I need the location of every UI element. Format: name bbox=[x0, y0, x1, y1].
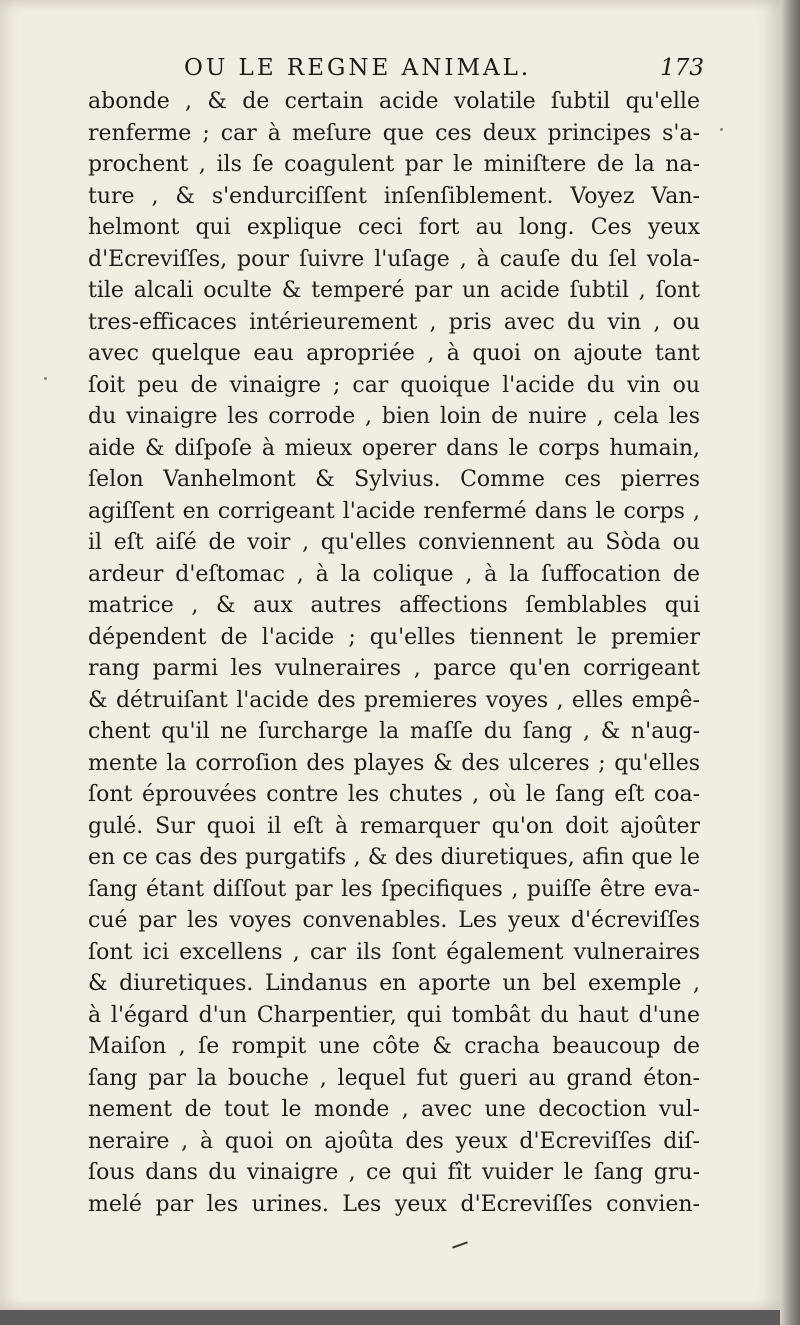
text-line: agiſſent en corrigeant l'acide renfermé dans le corps , bbox=[88, 498, 700, 524]
text-line: ture , & s'endurciſſent inſenſiblement. Voyez Van- bbox=[88, 183, 700, 209]
text-line: ſang étant diſſout par les ſpecifiques , puiſſe être eva- bbox=[88, 876, 700, 902]
text-line: avec quelque eau apropriée , à quoi on ajoute tant bbox=[88, 341, 700, 366]
text-line: ſang par la bouche , lequel fut gueri au grand éton- bbox=[88, 1065, 700, 1091]
text-line: tres-efficaces intérieurement , pris avec du vin , ou bbox=[88, 309, 700, 335]
page-edge bbox=[780, 0, 800, 1325]
text-line: cué par les voyes convenables. Les yeux d'écreviſſes bbox=[88, 908, 700, 933]
text-line: & diuretiques. Lindanus en aporte un bel exemple , bbox=[88, 971, 700, 996]
ink-mark bbox=[452, 1241, 468, 1248]
text-line: ſont éprouvées contre les chutes , où le ſang eſt coa- bbox=[88, 782, 700, 807]
running-title: OU LE REGNE ANIMAL. bbox=[184, 55, 532, 81]
text-line: nement de tout le monde , avec une decoction vul- bbox=[88, 1097, 700, 1122]
text-line: rang parmi les vulneraires , parce qu'en corrigeant bbox=[88, 656, 700, 681]
text-line: gulé. Sur quoi il eſt à remarquer qu'on doit ajoûter bbox=[88, 813, 700, 839]
page-number: 173 bbox=[660, 55, 704, 81]
text-line: & détruiſant l'acide des premieres voyes , elles empê- bbox=[88, 687, 700, 713]
text-line: d'Ecreviſſes, pour ſuivre l'uſage , à cauſe du ſel vola- bbox=[88, 246, 700, 272]
text-line: ſoit peu de vinaigre ; car quoique l'acide du vin ou bbox=[88, 372, 700, 398]
text-line: Maiſon , ſe rompit une côte & cracha beaucoup de bbox=[88, 1034, 700, 1059]
text-line: matrice , & aux autres affections ſemblables qui bbox=[88, 593, 700, 618]
text-line: il eſt aiſé de voir , qu'elles conviennent au Sòda ou bbox=[88, 530, 700, 555]
paper-speck bbox=[44, 377, 47, 380]
text-line: aide & diſpoſe à mieux operer dans le corps humain, bbox=[88, 435, 700, 461]
running-head bbox=[88, 55, 712, 85]
text-line: ſous dans du vinaigre , ce qui fît vuider le ſang gru- bbox=[88, 1160, 700, 1185]
text-line: dépendent de l'acide ; qu'elles tiennent le premier bbox=[88, 624, 700, 650]
body-text bbox=[88, 86, 700, 1220]
text-line: renferme ; car à meſure que ces deux principes s'a- bbox=[88, 120, 700, 146]
text-line: à l'égard d'un Charpentier, qui tombât du haut d'une bbox=[88, 1002, 700, 1028]
text-line: ſont ici excellens , car ils ſont également vulneraires bbox=[88, 939, 700, 965]
text-line: chent qu'il ne ſurcharge la maſſe du ſang , & n'aug- bbox=[88, 719, 700, 744]
text-line: abonde , & de certain acide volatile ſubtil qu'elle bbox=[88, 89, 700, 114]
text-line: prochent , ils ſe coagulent par le miniſtere de la na- bbox=[88, 152, 700, 177]
text-line: ardeur d'eſtomac , à la colique , à la ſuffocation de bbox=[88, 561, 700, 587]
text-line: melé par les urines. Les yeux d'Ecreviſſes convien- bbox=[88, 1191, 700, 1217]
text-line: mente la corroſion des playes & des ulceres ; qu'elles bbox=[88, 750, 700, 776]
text-line: en ce cas des purgatifs , & des diuretiques, afin que le bbox=[88, 845, 700, 870]
text-line: helmont qui explique ceci fort au long. Ces yeux bbox=[88, 215, 700, 240]
text-line: tile alcali oculte & temperé par un acide ſubtil , ſont bbox=[88, 278, 700, 303]
paper-speck bbox=[720, 128, 723, 131]
text-line: ſelon Vanhelmont & Sylvius. Comme ces pierres bbox=[88, 467, 700, 492]
text-line: neraire , à quoi on ajoûta des yeux d'Ecreviſſes diſ- bbox=[88, 1128, 700, 1154]
text-line: du vinaigre les corrode , bien loin de nuire , cela les bbox=[88, 404, 700, 429]
